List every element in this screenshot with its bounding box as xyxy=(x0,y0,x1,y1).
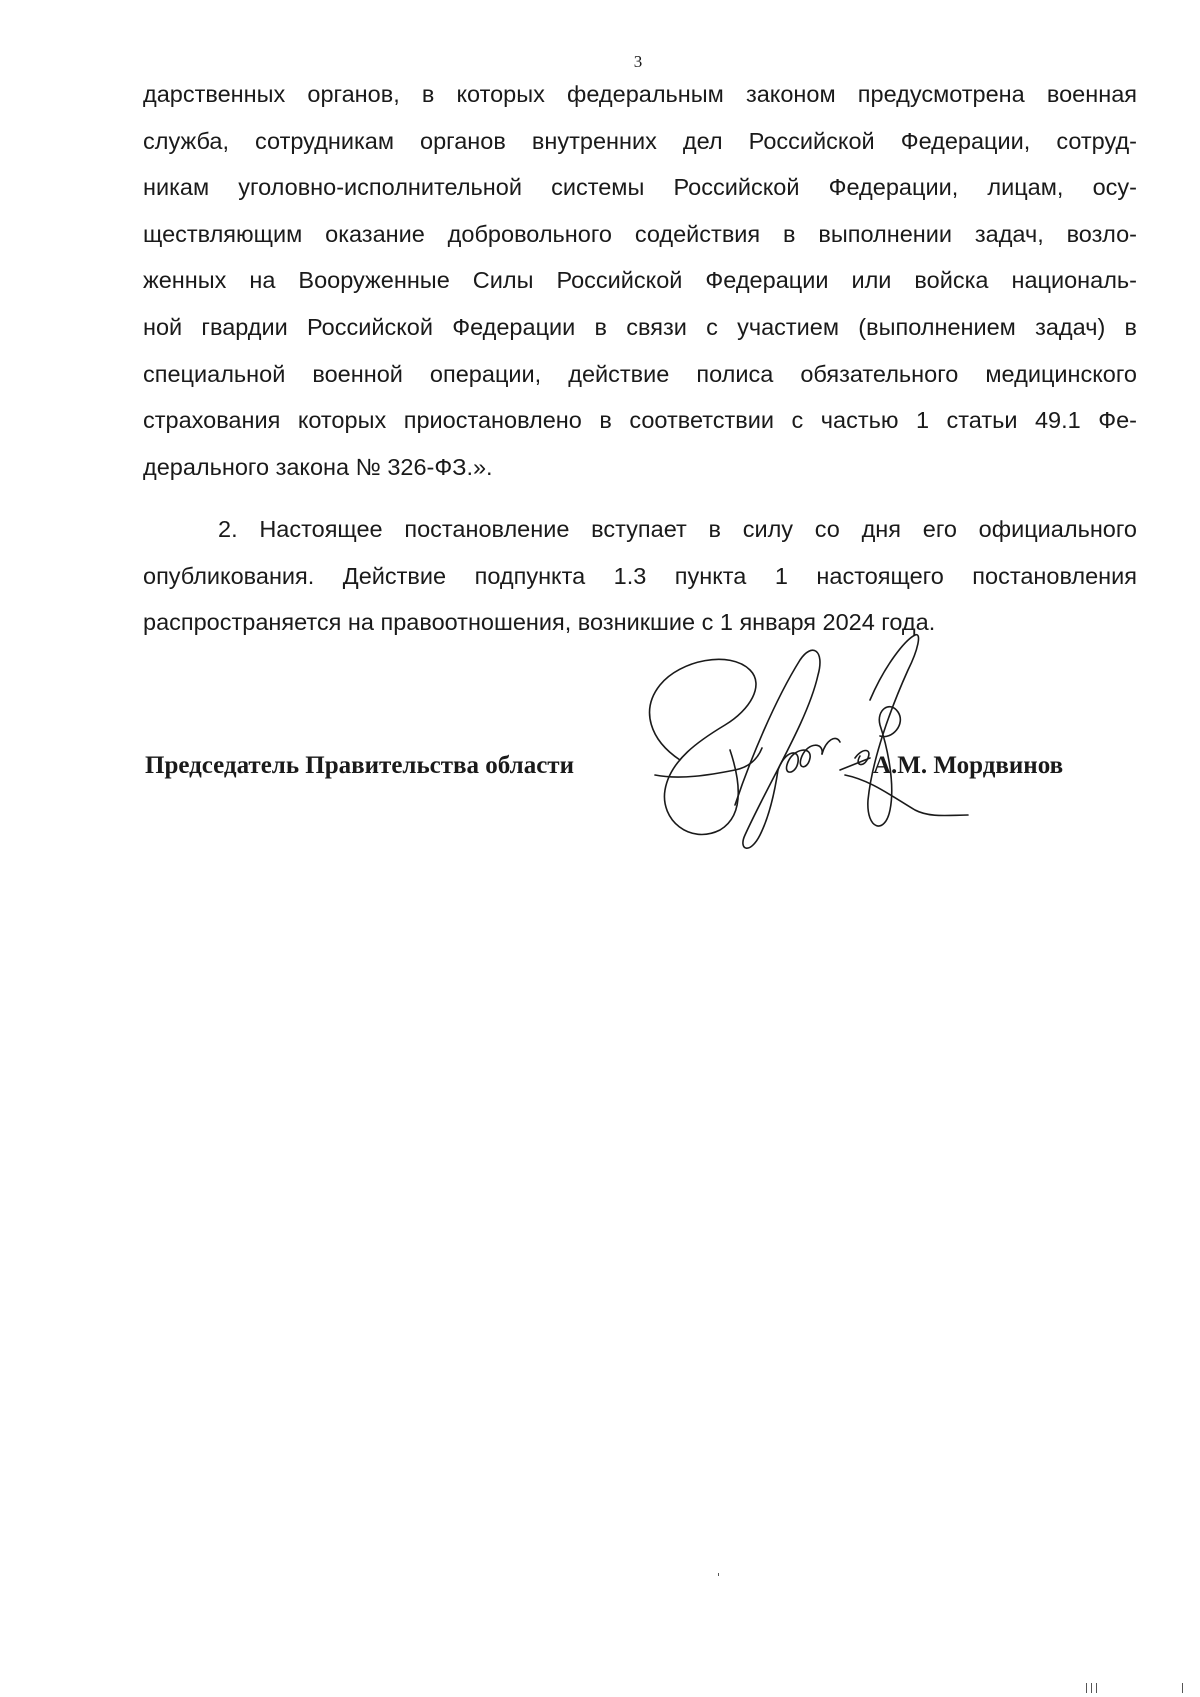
text-line: ной гвардии Российской Федерации в связи с участием (выполнением задач) в xyxy=(143,313,1137,340)
signer-name: А.М. Мордвинов xyxy=(873,752,1064,779)
text-line: специальной военной операции, действие полиса обязательного медицинского xyxy=(143,360,1137,387)
handwritten-signature xyxy=(640,630,970,870)
scan-artifact xyxy=(1096,1683,1097,1693)
scan-artifact xyxy=(1182,1683,1183,1693)
text-line: дерального закона № 326-ФЗ.». xyxy=(143,453,493,480)
text-line: 2. Настоящее постановление вступает в силу со дня его официального xyxy=(218,516,1137,542)
paragraph-2 xyxy=(143,506,1137,646)
page-number: 3 xyxy=(633,52,643,71)
text-line: распространяется на правоотношения, возникшие с 1 января 2024 года. xyxy=(143,609,936,636)
text-line: ществляющим оказание добровольного содействия в выполнении задач, возло- xyxy=(143,220,1137,247)
text-line: опубликования. Действие подпункта 1.3 пункта 1 настоящего постановления xyxy=(143,562,1137,589)
text-line: служба, сотрудникам органов внутренних дел Российской Федерации, сотруд- xyxy=(143,127,1137,154)
text-line: дарственных органов, в которых федеральным законом предусмотрена военная xyxy=(143,81,1137,107)
text-line: женных на Вооруженные Силы Российской Федерации или войска националь- xyxy=(143,267,1137,294)
signer-title: Председатель Правительства области xyxy=(145,752,574,779)
scan-artifact xyxy=(1091,1683,1092,1693)
scan-artifact xyxy=(718,1573,719,1576)
scan-artifact xyxy=(1086,1683,1087,1693)
text-line: никам уголовно-исполнительной системы Российской Федерации, лицам, осу- xyxy=(143,174,1137,201)
paragraph-continuation xyxy=(143,71,1137,490)
text-line: страхования которых приостановлено в соответствии с частью 1 статьи 49.1 Фе- xyxy=(143,407,1137,434)
